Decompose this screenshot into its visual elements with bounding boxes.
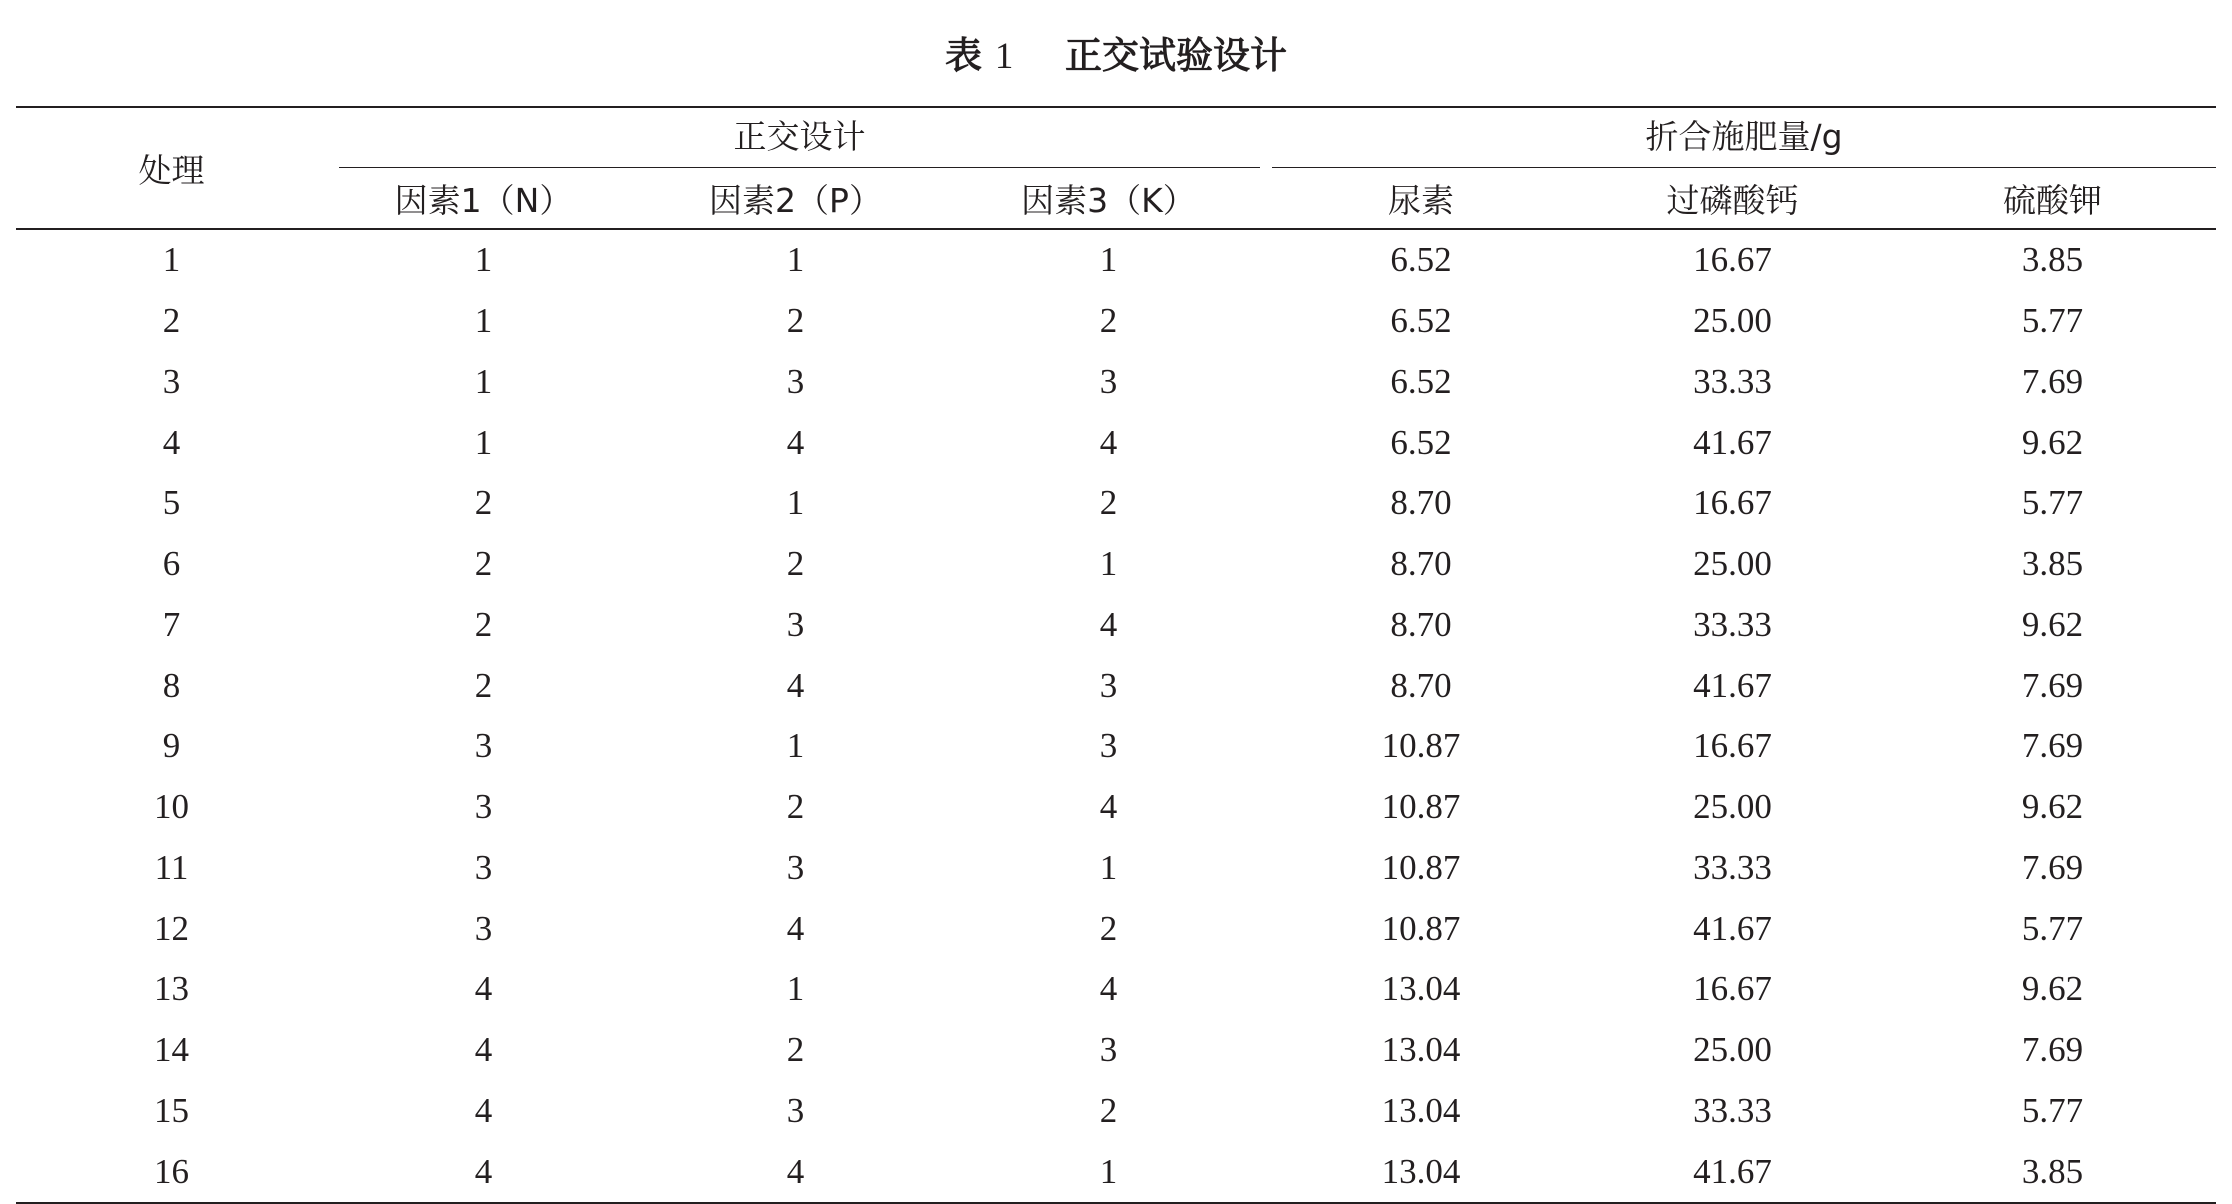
- table-row: [16, 716, 2216, 777]
- cell-factor-p: 2: [786, 301, 805, 341]
- cell-potassium-sulfate: 3.85: [2021, 544, 2084, 584]
- cell-factor-p: 2: [786, 1030, 805, 1070]
- cell-superphosphate: 25.00: [1693, 301, 1772, 341]
- cell-factor-p: 3: [786, 847, 805, 887]
- cell-superphosphate: 25.00: [1693, 787, 1772, 827]
- cell-potassium-sulfate: 3.85: [1889, 1141, 2216, 1203]
- cell-potassium-sulfate: 7.69: [2021, 1030, 2084, 1070]
- cell-urea: 6.52: [1390, 240, 1452, 280]
- cell-factor-p: 4: [786, 908, 805, 948]
- cell-factor-n: 1: [474, 240, 493, 280]
- cell-factor-k: 4: [1099, 787, 1118, 827]
- cell-factor-p: 3: [786, 604, 805, 644]
- cell-treatment: 14: [154, 1030, 189, 1070]
- cell-superphosphate: 41.67: [1693, 422, 1772, 462]
- cell-superphosphate: 16.67: [1693, 483, 1772, 523]
- table-row: [16, 412, 2216, 473]
- table-caption: [0, 24, 2232, 88]
- cell-factor-k: 3: [1099, 1030, 1118, 1070]
- cell-factor-p: 1: [786, 483, 805, 523]
- cell-factor-k: 1: [1099, 544, 1118, 584]
- orthogonal-design-table: [16, 106, 2216, 1204]
- cell-factor-p: 4: [640, 1141, 951, 1203]
- cell-potassium-sulfate: 7.69: [2021, 361, 2084, 401]
- cell-superphosphate: 25.00: [1693, 544, 1772, 584]
- table-row: [16, 473, 2216, 534]
- cell-factor-k: 3: [1099, 726, 1118, 766]
- cell-superphosphate: 41.67: [1576, 1141, 1889, 1203]
- cell-potassium-sulfate: 5.77: [2021, 908, 2084, 948]
- table-row: [16, 291, 2216, 352]
- cell-urea: 6.52: [1390, 301, 1452, 341]
- cell-factor-p: 1: [786, 726, 805, 766]
- cell-factor-p: 4: [786, 665, 805, 705]
- cell-urea: 8.70: [1390, 604, 1452, 644]
- cell-factor-n: 1: [474, 301, 493, 341]
- cell-factor-n: 3: [474, 726, 493, 766]
- caption-number: 1: [994, 36, 1014, 77]
- cell-urea: 13.04: [1381, 969, 1461, 1009]
- table-row: [16, 959, 2216, 1020]
- cell-factor-k: 3: [1099, 665, 1118, 705]
- cell-urea: 10.87: [1381, 787, 1461, 827]
- cell-factor-n: 4: [327, 1141, 640, 1203]
- table-row: [16, 777, 2216, 838]
- cell-factor-k: 1: [1099, 240, 1118, 280]
- cell-factor-k: 4: [1099, 604, 1118, 644]
- cell-treatment: 12: [154, 908, 189, 948]
- cell-urea: 13.04: [1381, 1030, 1461, 1070]
- cell-factor-k: 2: [1099, 908, 1118, 948]
- cell-factor-p: 2: [786, 787, 805, 827]
- cell-factor-n: 1: [474, 422, 493, 462]
- header-group-fertilizer-label: 折合施肥量/g: [1272, 109, 2216, 168]
- cell-potassium-sulfate: 7.69: [2021, 847, 2084, 887]
- cell-factor-n: 4: [474, 969, 493, 1009]
- cell-urea: 8.70: [1390, 483, 1452, 523]
- cell-superphosphate: 33.33: [1693, 847, 1772, 887]
- cell-potassium-sulfate: 3.85: [2021, 240, 2084, 280]
- cell-factor-k: 4: [1099, 969, 1118, 1009]
- cell-treatment: 11: [154, 847, 189, 887]
- cell-treatment: 6: [162, 544, 181, 584]
- header-col-factor-p: 因素2（P）: [640, 168, 951, 229]
- caption-title: 正交试验设计: [1064, 34, 1287, 77]
- cell-factor-n: 3: [474, 908, 493, 948]
- cell-factor-p: 1: [786, 969, 805, 1009]
- cell-factor-p: 3: [786, 361, 805, 401]
- table-row: [16, 229, 2216, 291]
- table-row: [16, 595, 2216, 656]
- header-col-factor-n: 因素1（N）: [327, 168, 640, 229]
- cell-urea: 8.70: [1390, 544, 1452, 584]
- cell-urea: 10.87: [1381, 908, 1461, 948]
- table-row: [16, 1081, 2216, 1142]
- cell-factor-n: 2: [474, 544, 493, 584]
- table-row: [16, 898, 2216, 959]
- cell-potassium-sulfate: 9.62: [2021, 787, 2084, 827]
- cell-treatment: 16: [16, 1141, 327, 1203]
- cell-factor-k: 4: [1099, 422, 1118, 462]
- table-row: [16, 838, 2216, 899]
- cell-potassium-sulfate: 7.69: [2021, 665, 2084, 705]
- cell-factor-p: 1: [786, 240, 805, 280]
- cell-urea: 13.04: [1266, 1141, 1576, 1203]
- caption-label: 表: [945, 34, 983, 77]
- cell-treatment: 9: [162, 726, 181, 766]
- header-group-design-label: 正交设计: [339, 109, 1260, 168]
- header-group-fertilizer: [1266, 107, 2216, 168]
- cell-superphosphate: 25.00: [1693, 1030, 1772, 1070]
- header-col-potassium-sulfate: 硫酸钾: [1889, 168, 2216, 229]
- cell-factor-n: 1: [474, 361, 493, 401]
- header-group-design: [327, 107, 1266, 168]
- cell-superphosphate: 33.33: [1693, 1090, 1772, 1130]
- cell-treatment: 3: [162, 361, 181, 401]
- cell-treatment: 15: [154, 1090, 189, 1130]
- cell-potassium-sulfate: 9.62: [2021, 604, 2084, 644]
- cell-treatment: 7: [162, 604, 181, 644]
- cell-treatment: 8: [162, 665, 181, 705]
- cell-treatment: 2: [162, 301, 181, 341]
- header-col-urea: 尿素: [1266, 168, 1576, 229]
- cell-superphosphate: 33.33: [1693, 604, 1772, 644]
- table-row: [16, 352, 2216, 413]
- cell-superphosphate: 33.33: [1693, 361, 1772, 401]
- header-row-columns: [16, 168, 2216, 229]
- cell-factor-k: 2: [1099, 301, 1118, 341]
- cell-treatment: 13: [154, 969, 189, 1009]
- cell-factor-n: 4: [474, 1030, 493, 1070]
- cell-potassium-sulfate: 9.62: [2021, 422, 2084, 462]
- cell-urea: 6.52: [1390, 422, 1452, 462]
- cell-factor-n: 3: [474, 787, 493, 827]
- cell-factor-p: 4: [786, 422, 805, 462]
- cell-superphosphate: 16.67: [1693, 240, 1772, 280]
- cell-factor-p: 2: [786, 544, 805, 584]
- cell-factor-k: 3: [1099, 361, 1118, 401]
- cell-potassium-sulfate: 9.62: [2021, 969, 2084, 1009]
- cell-potassium-sulfate: 5.77: [2021, 1090, 2084, 1130]
- table-row: [16, 534, 2216, 595]
- header-stub: 处理: [16, 107, 327, 229]
- cell-potassium-sulfate: 5.77: [2021, 301, 2084, 341]
- header-col-superphosphate: 过磷酸钙: [1576, 168, 1889, 229]
- cell-treatment: 4: [162, 422, 181, 462]
- cell-urea: 8.70: [1390, 665, 1452, 705]
- cell-treatment: 1: [162, 240, 181, 280]
- cell-factor-k: 1: [951, 1141, 1266, 1203]
- cell-superphosphate: 16.67: [1693, 969, 1772, 1009]
- cell-superphosphate: 16.67: [1693, 726, 1772, 766]
- cell-factor-n: 4: [474, 1090, 493, 1130]
- cell-potassium-sulfate: 7.69: [2021, 726, 2084, 766]
- table-header: [16, 107, 2216, 229]
- cell-factor-n: 2: [474, 665, 493, 705]
- cell-factor-k: 2: [1099, 1090, 1118, 1130]
- cell-superphosphate: 41.67: [1693, 908, 1772, 948]
- cell-urea: 13.04: [1381, 1090, 1461, 1130]
- table-body: [16, 229, 2216, 1203]
- cell-treatment: 5: [162, 483, 181, 523]
- header-col-factor-k: 因素3（K）: [951, 168, 1266, 229]
- cell-urea: 10.87: [1381, 847, 1461, 887]
- cell-superphosphate: 41.67: [1693, 665, 1772, 705]
- cell-factor-n: 3: [474, 847, 493, 887]
- cell-factor-k: 1: [1099, 847, 1118, 887]
- table-row: [16, 1020, 2216, 1081]
- cell-factor-n: 2: [474, 483, 493, 523]
- cell-urea: 6.52: [1390, 361, 1452, 401]
- cell-treatment: 10: [154, 787, 189, 827]
- cell-urea: 10.87: [1381, 726, 1461, 766]
- table-row: [16, 1141, 2216, 1203]
- header-row-groups: [16, 107, 2216, 168]
- table-row: [16, 655, 2216, 716]
- cell-potassium-sulfate: 5.77: [2021, 483, 2084, 523]
- cell-factor-n: 2: [474, 604, 493, 644]
- cell-factor-p: 3: [786, 1090, 805, 1130]
- cell-factor-k: 2: [1099, 483, 1118, 523]
